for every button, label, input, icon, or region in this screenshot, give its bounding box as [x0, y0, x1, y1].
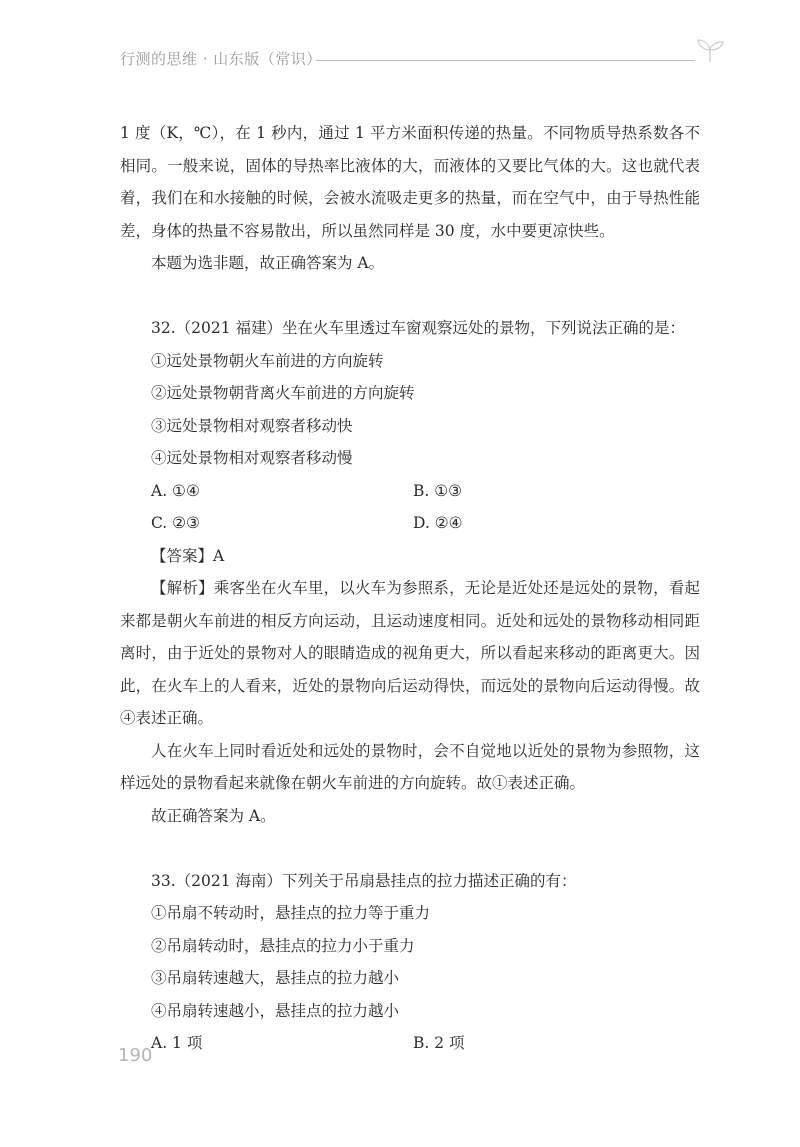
running-header: [120, 44, 725, 74]
option-d: D. ②④: [413, 514, 463, 532]
question-33-item: ③吊扇转速越大，悬挂点的拉力越小: [151, 969, 400, 987]
option-a: A. ①④: [151, 481, 200, 500]
sprout-leaf-icon: [695, 38, 725, 64]
question-32-item: ④远处景物相对观察者移动慢: [151, 449, 353, 467]
question-32-stem: 32.（2021 福建）坐在火车里透过车窗观察远处的景物，下列说法正确的是：: [151, 319, 686, 337]
answer-value: A: [213, 546, 225, 565]
question-33-options-row: [120, 1027, 700, 1060]
option-c: C. ②③: [151, 514, 200, 532]
analysis-text: 乘客坐在火车里，以火车为参照系，无论是近处还是远处的景物，看起来都是朝火车前进的相反方向运动，且运动速度相同。近处和远处的景物移动相同距离时，由于近处的景物对人的眼睛造成的视角更大，所以看起来移动的距离更大。因此，在火车上的人看来，近处的景物向后运动得快，而远处的景物向后运动得慢。故④表述正确。: [120, 579, 700, 727]
conclusion: 故正确答案为 A。: [151, 806, 276, 825]
option-a: A. 1 项: [151, 1034, 203, 1052]
page-content: [120, 117, 700, 1060]
header-rule: [316, 60, 695, 61]
analysis-paragraph: [120, 572, 700, 735]
question-32-item: ②远处景物朝背离火车前进的方向旋转: [151, 384, 415, 402]
question-33-item: ①吊扇不转动时，悬挂点的拉力等于重力: [151, 904, 431, 922]
answer-tag: 【答案】: [151, 546, 214, 565]
analysis-tag: 【解析】: [151, 579, 214, 597]
book-title: 行测的思维 · 山东版（常识）: [120, 50, 322, 68]
page-number: 190: [118, 1045, 153, 1066]
answer-statement: 本题为选非题，故正确答案为 A。: [151, 254, 385, 272]
question-32-item: ③远处景物相对观察者移动快: [151, 416, 353, 435]
answer-line: [120, 540, 700, 573]
paragraph-continued: 1 度（K，℃），在 1 秒内，通过 1 平方米面积传递的热量。不同物质导热系数各不相同。一般来说，固体的导热率比液体的大，而液体的又要比气体的大。这也就代表着，我们在和水接触的时候，会被水流吸走更多的热量，而在空气中，由于导热性能差，身体的热量不容易散出，所以虽然同样是 30 度，水中要更凉快些。: [120, 124, 700, 240]
question-33-item: ④吊扇转速越小，悬挂点的拉力越小: [151, 1001, 400, 1020]
question-32-options-row: [120, 475, 700, 508]
question-32-options-row: [120, 507, 700, 540]
option-b: B. ①③: [413, 481, 463, 500]
option-b: B. 2 项: [413, 1034, 465, 1052]
analysis-paragraph-2: 人在火车上同时看近处和远处的景物时，会不自觉地以近处的景物为参照物，这样远处的景物看起来就像在朝火车前进的方向旋转。故①表述正确。: [120, 741, 700, 792]
question-32-item: ①远处景物朝火车前进的方向旋转: [151, 351, 384, 370]
question-33-item: ②吊扇转动时，悬挂点的拉力小于重力: [151, 936, 415, 955]
question-33-stem: 33.（2021 海南）下列关于吊扇悬挂点的拉力描述正确的有：: [151, 871, 577, 890]
